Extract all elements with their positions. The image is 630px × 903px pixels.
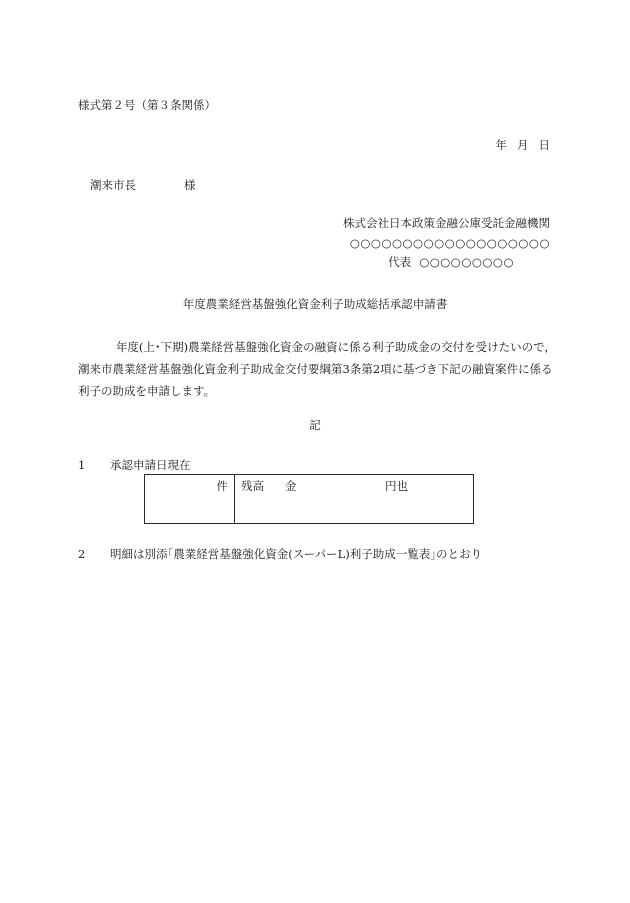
addressee-name: 潮来市長 xyxy=(90,178,136,192)
date-day: 日 xyxy=(538,138,550,152)
balance-label: 残高 xyxy=(241,479,264,493)
addressee-honorific: 様 xyxy=(184,178,196,192)
applicant-block xyxy=(343,218,550,277)
approval-table xyxy=(144,474,474,524)
body-text: 年度(上･下期)農業経営基盤強化資金の融資に係る利子助成金の交付を受けたいので，潮来市農業経営基盤強化資金利子助成金交付要綱第3条第2項に基づき下記の融資案件に係る利子の助成を申請します。 xyxy=(78,340,556,398)
representative-line xyxy=(343,257,514,269)
applicant-placeholder: ○○○○○○○○○○○○○○○○○○○ xyxy=(349,235,550,250)
document-title: 年度農業経営基盤強化資金利子助成総括承認申請書 xyxy=(182,297,448,311)
item1-text: 承認申請日現在 xyxy=(110,458,191,472)
date-line xyxy=(496,140,551,152)
date-year: 年 xyxy=(495,138,507,152)
date-month: 月 xyxy=(517,138,529,152)
yen-unit: 円也 xyxy=(385,479,408,493)
ki-heading: 記 xyxy=(309,418,321,432)
count-unit: 件 xyxy=(216,479,228,493)
table-divider xyxy=(234,475,235,523)
item1-number: 1 xyxy=(78,458,86,472)
applicant-organization: 株式会社日本政策金融公庫受託金融機関 xyxy=(343,216,550,230)
item2-number: 2 xyxy=(78,547,86,561)
representative-name: ○○○○○○○○○ xyxy=(419,255,514,269)
body-paragraph xyxy=(78,336,560,402)
form-number: 様式第２号（第３条関係） xyxy=(78,98,216,112)
balance-value: 金 xyxy=(285,479,297,493)
representative-label: 代表 xyxy=(388,255,412,269)
item2-text: 明細は別添｢農業経営基盤強化資金(スーパーL)利子助成一覧表｣のとおり xyxy=(110,547,482,561)
